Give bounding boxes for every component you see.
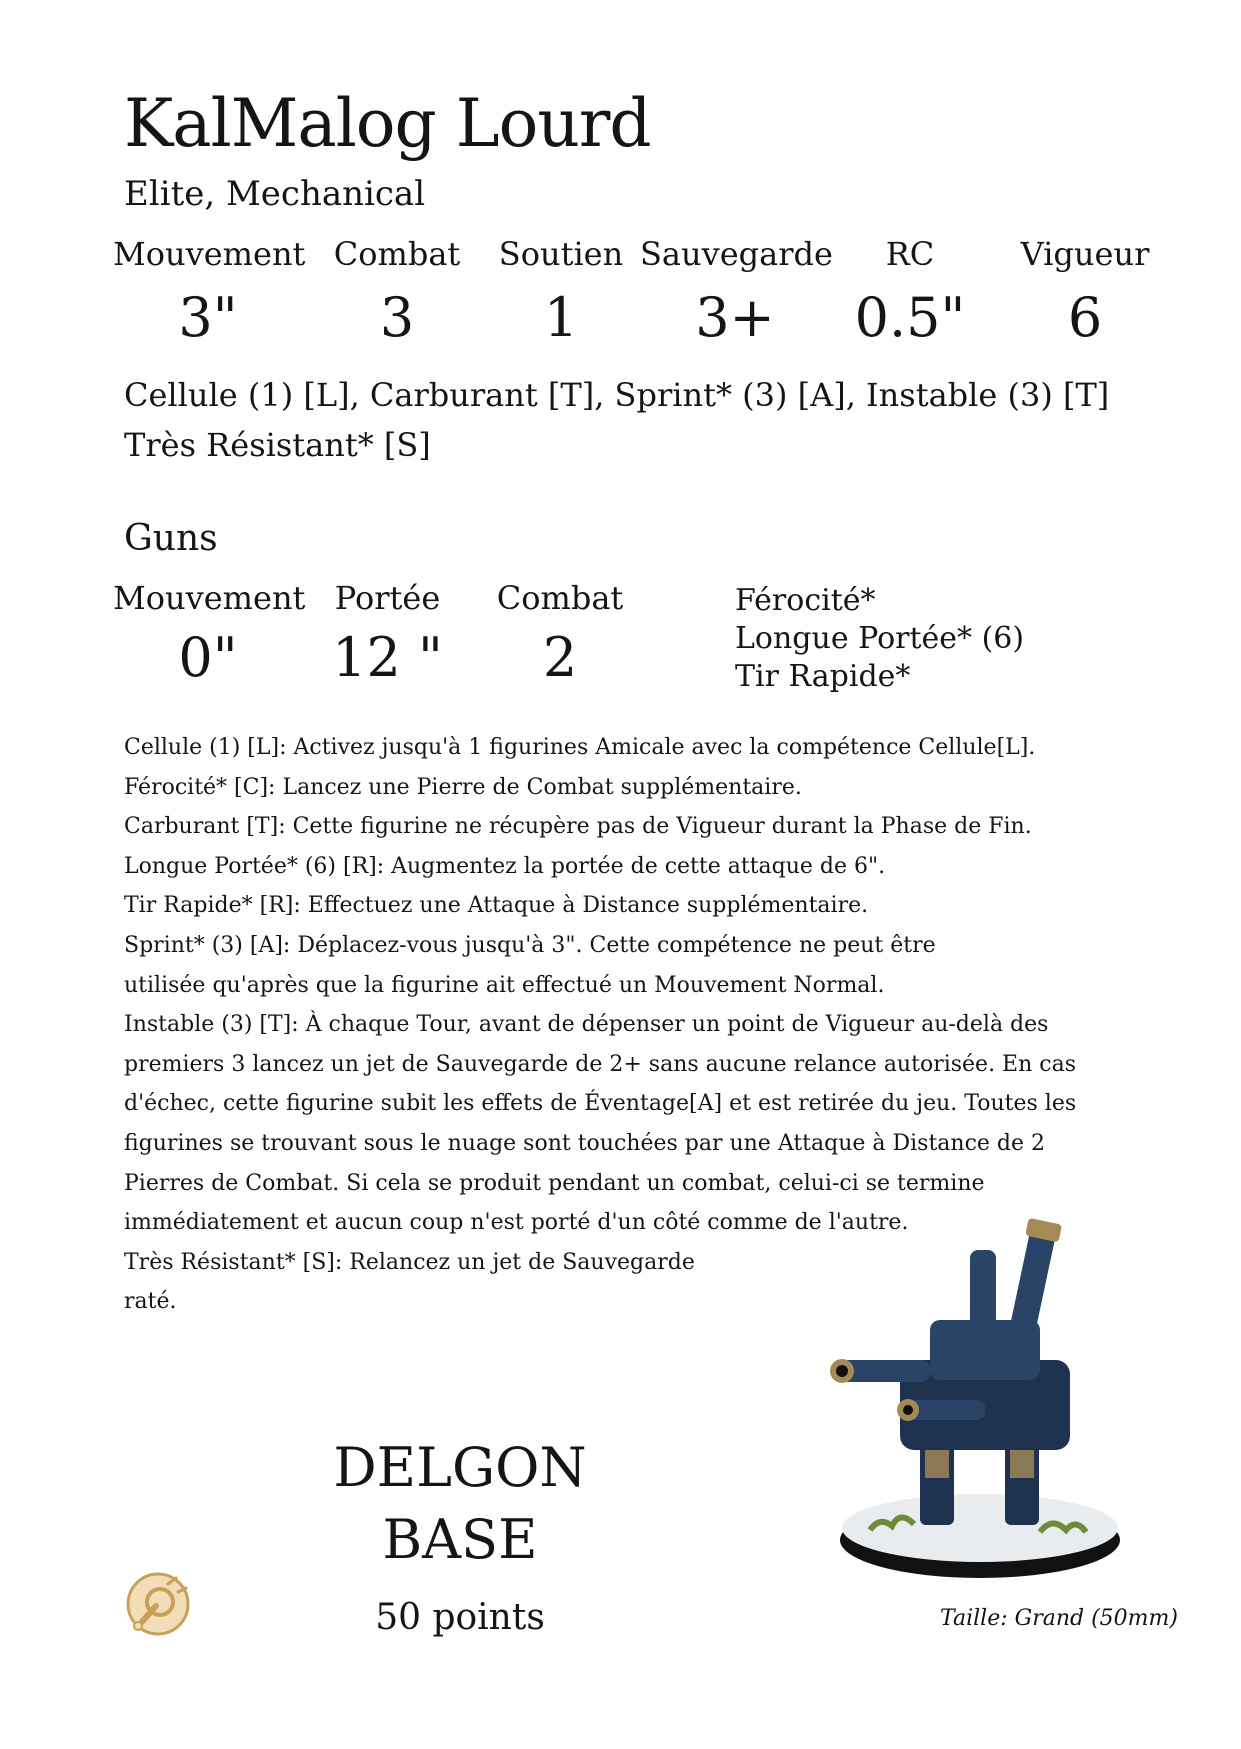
faction-name-line-1: DELGON bbox=[333, 1436, 587, 1499]
gun-stat-label-combat: Combat bbox=[496, 579, 624, 617]
stat-label-sauvegarde: Sauvegarde bbox=[640, 235, 833, 273]
faction-name bbox=[300, 1432, 620, 1576]
stat-label-mouvement: Mouvement bbox=[113, 235, 306, 273]
unit-name: KalMalog Lourd bbox=[124, 85, 651, 162]
wrench-gear-icon bbox=[124, 1570, 192, 1638]
stat-value-rc: 0.5" bbox=[854, 286, 966, 349]
stat-label-vigueur: Vigueur bbox=[1020, 235, 1150, 273]
stat-label-soutien: Soutien bbox=[498, 235, 624, 273]
keywords-line-1: Cellule (1) [L], Carburant [T], Sprint* (3) [A], Instable (3) [T] bbox=[124, 376, 1110, 414]
stat-value-soutien: 1 bbox=[543, 286, 579, 349]
gun-stat-value-combat: 2 bbox=[542, 626, 578, 689]
miniature-figure-image bbox=[830, 1210, 1140, 1590]
gun-ability-longue-portee: Longue Portée* (6) bbox=[735, 621, 1025, 656]
gun-ability-tir-rapide: Tir Rapide* bbox=[735, 659, 911, 694]
gun-stat-value-mouvement: 0" bbox=[178, 626, 238, 689]
stat-value-mouvement: 3" bbox=[178, 286, 238, 349]
stat-label-combat: Combat bbox=[333, 235, 461, 273]
gun-stat-value-portee: 12 " bbox=[332, 626, 443, 689]
gun-ability-ferocite: Férocité* bbox=[735, 583, 876, 618]
rule-tres-resistant: Très Résistant* [S]: Relancez un jet de Sauvegarde raté. bbox=[124, 1249, 695, 1315]
rule-longue-portee: Longue Portée* (6) [R]: Augmentez la portée de cette attaque de 6". bbox=[124, 853, 886, 879]
base-size-label: Taille: Grand (50mm) bbox=[940, 1606, 1178, 1631]
stat-value-combat: 3 bbox=[379, 286, 415, 349]
stat-value-sauvegarde: 3+ bbox=[695, 286, 775, 349]
rule-sprint: Sprint* (3) [A]: Déplacez-vous jusqu'à 3". Cette compétence ne peut être utilisée qu'après que la figurine ait effectué un Mouvement Normal. bbox=[124, 932, 936, 998]
gun-stat-label-mouvement: Mouvement bbox=[113, 579, 306, 617]
rule-ferocite: Férocité* [C]: Lancez une Pierre de Combat supplémentaire. bbox=[124, 774, 802, 800]
stat-value-vigueur: 6 bbox=[1067, 286, 1103, 349]
stat-label-rc: RC bbox=[885, 235, 935, 273]
keywords-line-2: Très Résistant* [S] bbox=[124, 426, 431, 464]
gun-stat-label-portee: Portée bbox=[334, 579, 441, 617]
rule-cellule: Cellule (1) [L]: Activez jusqu'à 1 figurines Amicale avec la compétence Cellule[L]. bbox=[124, 735, 1036, 760]
guns-title: Guns bbox=[124, 518, 218, 559]
points-cost: 50 points bbox=[375, 1597, 545, 1638]
rule-instable: Instable (3) [T]: À chaque Tour, avant de dépenser un point de Vigueur au-delà des premiers 3 lancez un jet de Sauvegarde de 2+ sans aucune relance autorisée. En cas d'échec, cette figurine subit les effets de Éventage[A] et est retirée du jeu. Toutes les figurines se trouvant sous le nuage sont touchées par une Attaque à Distance de 2 Pierres de Combat. Si cela se produit pendant un combat, celui-ci se termine immédiatement et aucun coup n'est porté d'un côté comme de l'autre. bbox=[124, 1012, 1077, 1236]
rule-carburant: Carburant [T]: Cette figurine ne récupère pas de Vigueur durant la Phase de Fin. bbox=[124, 814, 1032, 840]
gun-abilities bbox=[735, 582, 1024, 696]
faction-name-line-2: BASE bbox=[382, 1508, 538, 1571]
unit-types: Elite, Mechanical bbox=[124, 174, 426, 214]
rule-tir-rapide: Tir Rapide* [R]: Effectuez une Attaque à Distance supplémentaire. bbox=[124, 893, 869, 919]
